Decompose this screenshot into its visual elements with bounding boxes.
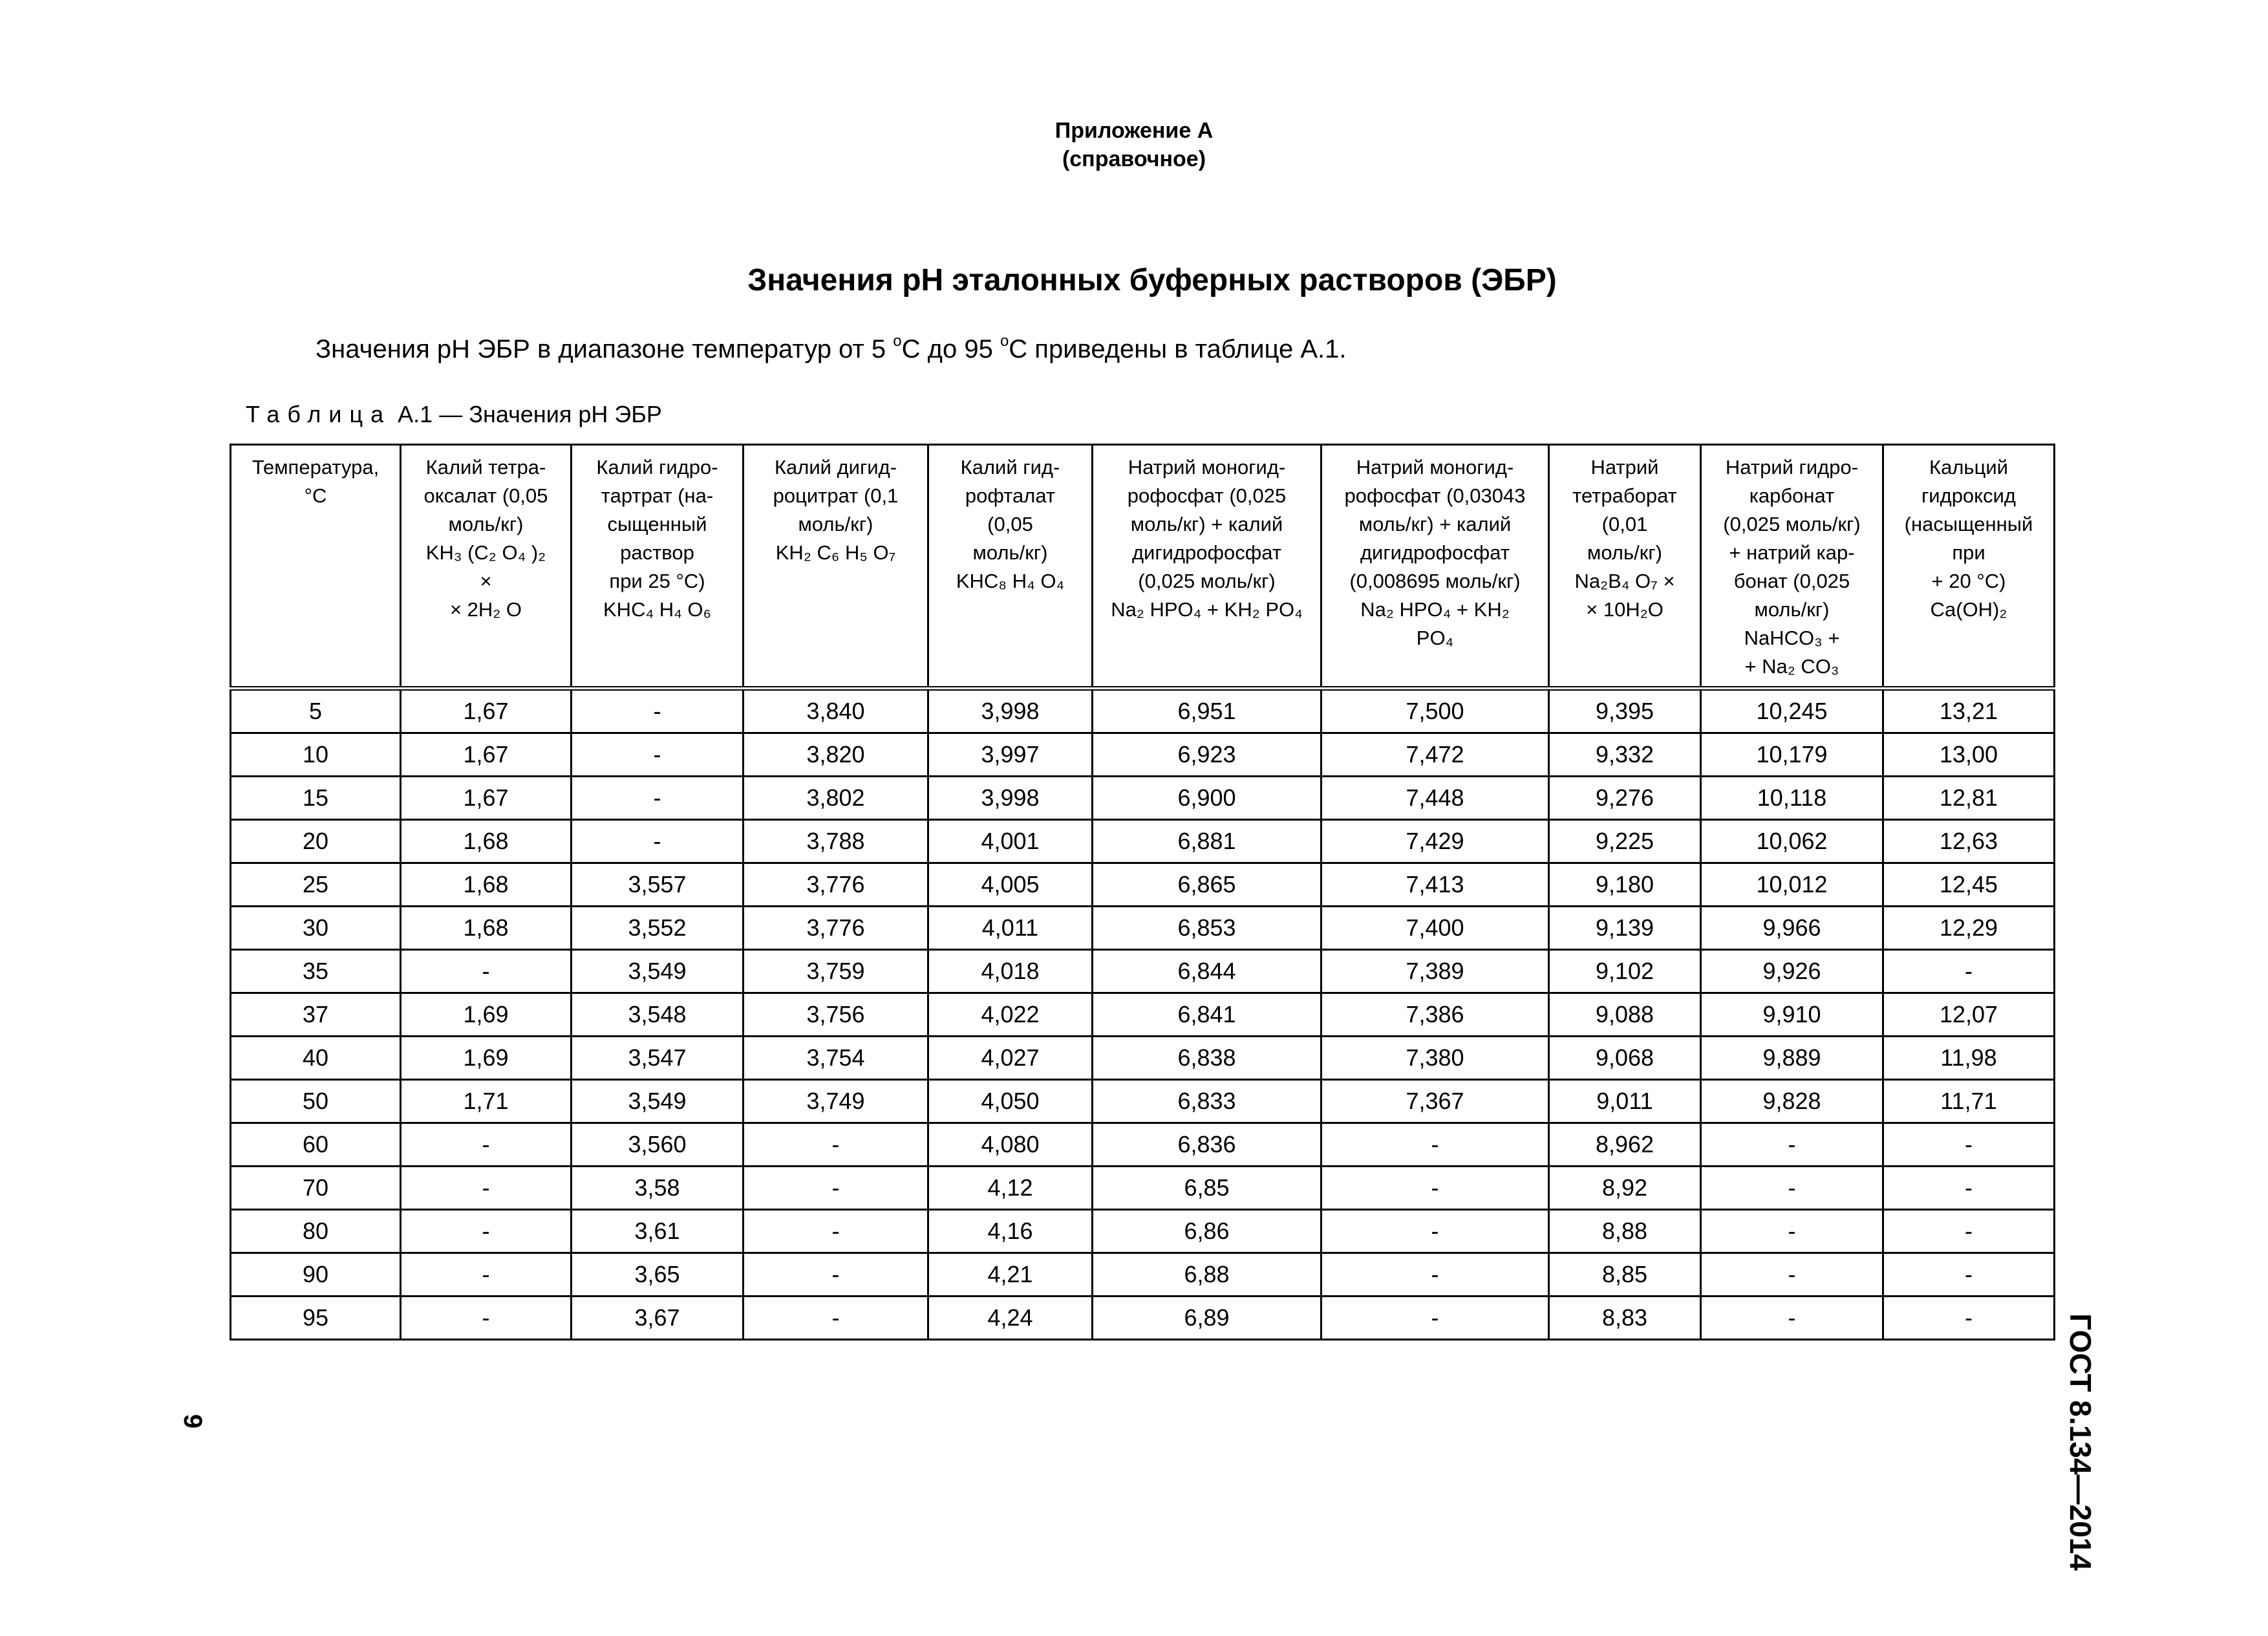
table-cell: 9,910 — [1701, 993, 1883, 1037]
table-cell: 35 — [231, 950, 401, 993]
table-cell: 3,67 — [572, 1297, 744, 1340]
table-cell: - — [572, 820, 744, 863]
table-row — [231, 777, 2055, 820]
table-cell: - — [1701, 1123, 1883, 1167]
table-cell: 13,21 — [1883, 689, 2055, 733]
table-cell: 7,429 — [1321, 820, 1549, 863]
table-cell: 10 — [231, 733, 401, 777]
table-cell: 9,139 — [1549, 907, 1701, 950]
table-cell: 4,050 — [928, 1080, 1093, 1123]
intro-degree-2: о — [1000, 332, 1009, 350]
table-cell: - — [744, 1167, 928, 1210]
table-cell: - — [744, 1123, 928, 1167]
intro-part2: С до 95 — [901, 335, 1000, 363]
table-cell: 10,062 — [1701, 820, 1883, 863]
table-row — [231, 993, 2055, 1037]
table-cell: 3,749 — [744, 1080, 928, 1123]
table-cell: - — [1883, 1123, 2055, 1167]
column-header: Натрий гидро- карбонат (0,025 моль/кг) + натрий кар- бонат (0,025 моль/кг) NaHCO₃ + + Na₂ CO₃ — [1701, 445, 1883, 689]
table-cell: 1,68 — [401, 820, 572, 863]
table-row — [231, 689, 2055, 733]
table-cell: 4,21 — [928, 1253, 1093, 1297]
table-cell: 3,820 — [744, 733, 928, 777]
table-cell: 7,380 — [1321, 1037, 1549, 1080]
table-cell: 12,81 — [1883, 777, 2055, 820]
table-cell: - — [1701, 1167, 1883, 1210]
table-cell: 6,865 — [1093, 863, 1321, 907]
table-row — [231, 1210, 2055, 1253]
table-cell: 9,088 — [1549, 993, 1701, 1037]
appendix-title: Приложение А — [1054, 118, 1214, 143]
column-header: Калий гидро- тартрат (на- сыщенный раствор при 25 °С) KHC₄ H₄ O₆ — [572, 445, 744, 689]
table-cell: - — [401, 950, 572, 993]
table-cell: 3,759 — [744, 950, 928, 993]
table-row — [231, 950, 2055, 993]
ph-table — [230, 444, 2055, 1340]
table-cell: 9,225 — [1549, 820, 1701, 863]
table-cell: 7,472 — [1321, 733, 1549, 777]
table-cell: 1,67 — [401, 777, 572, 820]
table-row — [231, 733, 2055, 777]
table-cell: 4,022 — [928, 993, 1093, 1037]
table-cell: - — [744, 1210, 928, 1253]
table-cell: 3,998 — [928, 777, 1093, 820]
table-cell: 9,276 — [1549, 777, 1701, 820]
intro-text — [316, 332, 1347, 364]
document-code: ГОСТ 8.134—2014 — [2064, 1313, 2097, 1571]
table-cell: 95 — [231, 1297, 401, 1340]
table-cell: 9,011 — [1549, 1080, 1701, 1123]
table-cell: 9,966 — [1701, 907, 1883, 950]
table-cell: 3,61 — [572, 1210, 744, 1253]
column-header: Натрий моногид- рофосфат (0,025 моль/кг) + калий дигидрофосфат (0,025 моль/кг) Na₂ HPO₄ + KH₂ PO₄ — [1093, 445, 1321, 689]
table-cell: 11,71 — [1883, 1080, 2055, 1123]
table-cell: 8,83 — [1549, 1297, 1701, 1340]
table-row — [231, 907, 2055, 950]
table-cell: 12,29 — [1883, 907, 2055, 950]
table-cell: 10,012 — [1701, 863, 1883, 907]
intro-part3: С приведены в таблице А.1. — [1009, 335, 1347, 363]
table-cell: 6,833 — [1093, 1080, 1321, 1123]
column-header: Калий дигид- роцитрат (0,1 моль/кг) KH₂ C₆ H₅ O₇ — [744, 445, 928, 689]
table-cell: 6,89 — [1093, 1297, 1321, 1340]
table-cell: 6,853 — [1093, 907, 1321, 950]
table-cell: 20 — [231, 820, 401, 863]
table-cell: 4,24 — [928, 1297, 1093, 1340]
table-cell: - — [744, 1297, 928, 1340]
column-header: Калий тетра- оксалат (0,05 моль/кг) KH₃ (C₂ O₄ )₂ × × 2H₂ O — [401, 445, 572, 689]
table-cell: 9,068 — [1549, 1037, 1701, 1080]
table-cell: 9,180 — [1549, 863, 1701, 907]
table-cell: - — [1883, 1210, 2055, 1253]
table-cell: 4,027 — [928, 1037, 1093, 1080]
table-cell: 7,448 — [1321, 777, 1549, 820]
table-cell: 6,88 — [1093, 1253, 1321, 1297]
table-cell: 3,557 — [572, 863, 744, 907]
table-row — [231, 1080, 2055, 1123]
table-cell: 6,881 — [1093, 820, 1321, 863]
table-cell: 3,560 — [572, 1123, 744, 1167]
table-cell: 3,776 — [744, 863, 928, 907]
table-cell: 90 — [231, 1253, 401, 1297]
table-cell: - — [1321, 1210, 1549, 1253]
table-cell: 1,67 — [401, 733, 572, 777]
table-cell: 9,395 — [1549, 689, 1701, 733]
table-cell: 3,802 — [744, 777, 928, 820]
table-cell: 60 — [231, 1123, 401, 1167]
table-cell: - — [401, 1297, 572, 1340]
table-cell: 3,552 — [572, 907, 744, 950]
table-cell: - — [744, 1253, 928, 1297]
table-row — [231, 1253, 2055, 1297]
table-cell: 6,841 — [1093, 993, 1321, 1037]
table-cell: 5 — [231, 689, 401, 733]
column-header: Натрий моногид- рофосфат (0,03043 моль/кг) + калий дигидрофосфат (0,008695 моль/кг) Na₂ HPO₄ + KH₂ PO₄ — [1321, 445, 1549, 689]
table-cell: 7,413 — [1321, 863, 1549, 907]
table-cell: - — [401, 1167, 572, 1210]
table-cell: 13,00 — [1883, 733, 2055, 777]
table-cell: - — [1883, 1297, 2055, 1340]
table-cell: 1,69 — [401, 993, 572, 1037]
table-cell: 3,549 — [572, 950, 744, 993]
table-row — [231, 1167, 2055, 1210]
table-cell: 9,332 — [1549, 733, 1701, 777]
table-cell: 3,788 — [744, 820, 928, 863]
table-cell: - — [572, 733, 744, 777]
table-cell: 6,86 — [1093, 1210, 1321, 1253]
table-cell: 4,12 — [928, 1167, 1093, 1210]
table-cell: 9,889 — [1701, 1037, 1883, 1080]
table-cell: 8,92 — [1549, 1167, 1701, 1210]
table-cell: 37 — [231, 993, 401, 1037]
table-cell: 6,85 — [1093, 1167, 1321, 1210]
table-cell: - — [1321, 1123, 1549, 1167]
table-cell: 10,179 — [1701, 733, 1883, 777]
table-cell: 7,500 — [1321, 689, 1549, 733]
table-row — [231, 1123, 2055, 1167]
table-body — [231, 689, 2055, 1340]
table-cell: 7,367 — [1321, 1080, 1549, 1123]
table-cell: 70 — [231, 1167, 401, 1210]
table-cell: 15 — [231, 777, 401, 820]
table-cell: 3,58 — [572, 1167, 744, 1210]
table-cell: 3,754 — [744, 1037, 928, 1080]
table-cell: 8,962 — [1549, 1123, 1701, 1167]
table-cell: 9,926 — [1701, 950, 1883, 993]
table-cell: 1,67 — [401, 689, 572, 733]
table-row — [231, 1037, 2055, 1080]
table-cell: 4,005 — [928, 863, 1093, 907]
table-cell: 3,65 — [572, 1253, 744, 1297]
column-header: Температура, °С — [231, 445, 401, 689]
table-cell: - — [572, 689, 744, 733]
intro-degree-1: о — [893, 332, 902, 350]
appendix-subtitle: (справочное) — [1062, 147, 1206, 171]
table-cell: - — [401, 1123, 572, 1167]
table-cell: 8,85 — [1549, 1253, 1701, 1297]
table-cell: - — [1701, 1297, 1883, 1340]
intro-part1: Значения рН ЭБР в диапазоне температур от 5 — [316, 335, 893, 363]
table-cell: 7,389 — [1321, 950, 1549, 993]
table-cell: - — [401, 1253, 572, 1297]
table-cell: - — [1883, 1253, 2055, 1297]
table-row — [231, 863, 2055, 907]
table-cell: - — [1321, 1253, 1549, 1297]
table-cell: - — [1321, 1297, 1549, 1340]
table-cell: 9,828 — [1701, 1080, 1883, 1123]
table-row — [231, 1297, 2055, 1340]
table-cell: - — [1883, 950, 2055, 993]
table-cell: 4,011 — [928, 907, 1093, 950]
table-cell: 6,836 — [1093, 1123, 1321, 1167]
table-cell: 40 — [231, 1037, 401, 1080]
table-cell: 4,018 — [928, 950, 1093, 993]
table-cell: 3,756 — [744, 993, 928, 1037]
table-cell: 7,386 — [1321, 993, 1549, 1037]
table-cell: 3,549 — [572, 1080, 744, 1123]
table-cell: 1,68 — [401, 863, 572, 907]
table-cell: 10,245 — [1701, 689, 1883, 733]
table-cell: - — [1883, 1167, 2055, 1210]
table-cell: - — [1701, 1253, 1883, 1297]
table-cell: 3,776 — [744, 907, 928, 950]
table-cell: - — [572, 777, 744, 820]
table-cell: - — [1701, 1210, 1883, 1253]
caption-text: А.1 — Значения рН ЭБР — [398, 401, 662, 427]
page-number: 9 — [178, 1414, 207, 1429]
table-cell: 7,400 — [1321, 907, 1549, 950]
table-cell: 12,45 — [1883, 863, 2055, 907]
table-cell: 80 — [231, 1210, 401, 1253]
page-heading: Значения рН эталонных буферных растворов (ЭБР) — [747, 263, 1557, 297]
column-header: Калий гид- рофталат (0,05 моль/кг) KHC₈ H₄ O₄ — [928, 445, 1093, 689]
table-head — [231, 445, 2055, 689]
column-header: Натрий тетраборат (0,01 моль/кг) Na₂B₄ O₇ × × 10H₂O — [1549, 445, 1701, 689]
table-caption — [246, 401, 662, 428]
table-cell: 6,844 — [1093, 950, 1321, 993]
table-cell: 1,68 — [401, 907, 572, 950]
table-cell: 50 — [231, 1080, 401, 1123]
table-cell: 3,997 — [928, 733, 1093, 777]
table-cell: 3,840 — [744, 689, 928, 733]
table-cell: 12,63 — [1883, 820, 2055, 863]
table-cell: 6,838 — [1093, 1037, 1321, 1080]
table-cell: 11,98 — [1883, 1037, 2055, 1080]
table-cell: 10,118 — [1701, 777, 1883, 820]
caption-label: Таблица — [246, 401, 392, 427]
table-cell: 4,080 — [928, 1123, 1093, 1167]
table-cell: 25 — [231, 863, 401, 907]
table-cell: 6,900 — [1093, 777, 1321, 820]
table-cell: 1,71 — [401, 1080, 572, 1123]
table-cell: 3,998 — [928, 689, 1093, 733]
table-cell: 30 — [231, 907, 401, 950]
table-cell: - — [401, 1210, 572, 1253]
table-row — [231, 820, 2055, 863]
table-cell: 12,07 — [1883, 993, 2055, 1037]
table-cell: 9,102 — [1549, 950, 1701, 993]
table-cell: 4,16 — [928, 1210, 1093, 1253]
column-header: Кальций гидроксид (насыщенный при + 20 °С) Ca(OH)₂ — [1883, 445, 2055, 689]
table-cell: - — [1321, 1167, 1549, 1210]
table-cell: 6,951 — [1093, 689, 1321, 733]
table-cell: 1,69 — [401, 1037, 572, 1080]
table-cell: 3,547 — [572, 1037, 744, 1080]
table-cell: 3,548 — [572, 993, 744, 1037]
table-cell: 4,001 — [928, 820, 1093, 863]
table-cell: 6,923 — [1093, 733, 1321, 777]
header-row — [231, 445, 2055, 689]
table-cell: 8,88 — [1549, 1210, 1701, 1253]
